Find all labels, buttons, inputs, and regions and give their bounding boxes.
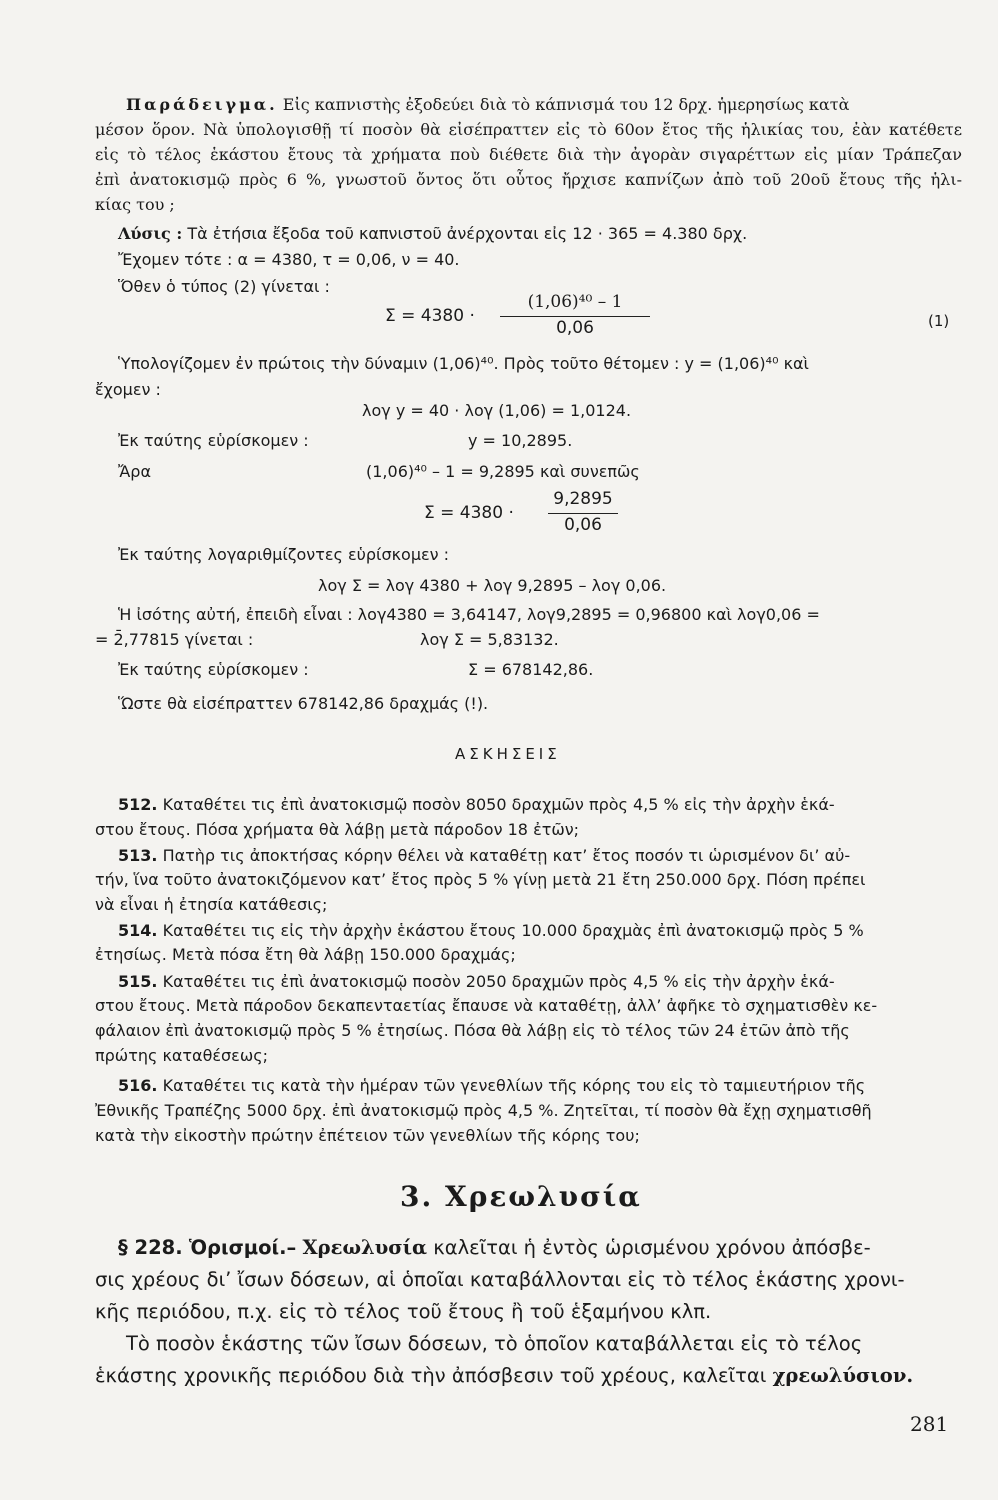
- term-chreolysion: χρεωλύσιον.: [772, 1364, 914, 1387]
- exercise-512-line-2: στου ἔτους. Πόσα χρήματα θὰ λάβῃ μετὰ πάροδον 18 ἐτῶν;: [95, 820, 580, 839]
- formula-1-numerator: (1,06)⁴⁰ – 1: [527, 292, 623, 312]
- definition-line-3: κῆς περιόδου, π.χ. εἰς τὸ τέλος τοῦ ἔτους ἢ τοῦ ἑξαμήνου κλπ.: [95, 1300, 712, 1323]
- formula-2-denominator: 0,06: [564, 515, 602, 535]
- formula-1-denominator: 0,06: [556, 318, 594, 338]
- equation-6: Σ = 678142,86.: [468, 660, 594, 679]
- exercise-515-line-4: πρώτης καταθέσεως;: [95, 1046, 268, 1065]
- example-line-4: ἐπὶ ἀνατοκισμῷ πρὸς 6 %, γνωστοῦ ὄντος ὅτι οὗτος ἤρχισε καπνίζων ἀπὸ τοῦ 20οῦ ἔτους τῆς ἡλι-: [95, 170, 962, 189]
- exercise-515-line-3: φάλαιον ἐπὶ ἀνατοκισμῷ πρὸς 5 % ἐτησίως. Πόσα θὰ λάβῃ εἰς τὸ τέλος τῶν 24 ἐτῶν ἀπὸ τῆς: [95, 1021, 850, 1040]
- solution-line-10: = 2̄,77815 γίνεται :: [95, 630, 254, 649]
- exercises-heading: ΑΣΚΗΣΕΙΣ: [455, 745, 561, 763]
- equation-4: λογ Σ = λογ 4380 + λογ 9,2895 – λογ 0,06.: [318, 576, 667, 595]
- solution-label: Λύσις :: [118, 224, 183, 243]
- formula-1-bar: [500, 316, 650, 317]
- example-label: Παράδειγμα.: [126, 95, 278, 114]
- exercise-number: 513.: [118, 846, 158, 865]
- exercise-513-line-3: νὰ εἶναι ἡ ἐτησία κατάθεσις;: [95, 895, 328, 914]
- paragraph-number: § 228.: [118, 1236, 183, 1259]
- solution-line-3: Ὅθεν ὁ τύπος (2) γίνεται :: [118, 277, 330, 296]
- exercise-515-line-1: 515. Καταθέτει τις ἐπὶ ἀνατοκισμῷ ποσὸν 2050 δραχμῶν πρὸς 4,5 % εἰς τὴν ἀρχὴν ἑκά-: [118, 972, 835, 991]
- paragraph-heading: Ὁρισμοί.–: [188, 1236, 297, 1259]
- solution-line-8: Ἐκ ταύτης λογαριθμίζοντες εὑρίσκομεν :: [118, 545, 450, 564]
- exercise-512-line-1: 512. Καταθέτει τις ἐπὶ ἀνατοκισμῷ ποσὸν 8050 δραχμῶν πρὸς 4,5 % εἰς τὴν ἀρχὴν ἑκά-: [118, 795, 835, 814]
- example-line-5: κίας του ;: [95, 195, 175, 214]
- formula-1-lhs: Σ = 4380 ·: [385, 306, 475, 326]
- formula-1-tag: (1): [928, 312, 950, 330]
- solution-line-7: Ἄρα: [118, 462, 152, 481]
- definition-line-1: § 228. Ὁρισμοί.– Χρεωλυσία καλεῖται ἡ ἐντὸς ὡρισμένου χρόνου ἀπόσβε-: [118, 1236, 871, 1259]
- equation-1: λογ y = 40 · λογ (1,06) = 1,0124.: [362, 401, 632, 420]
- formula-2-lhs: Σ = 4380 ·: [424, 503, 514, 523]
- exercise-516-line-1: 516. Καταθέτει τις κατὰ τὴν ἡμέραν τῶν γενεθλίων τῆς κόρης του εἰς τὸ ταμιευτήριον τῆς: [118, 1076, 866, 1095]
- formula-2-bar: [548, 513, 618, 514]
- section-title: 3. Χρεωλυσία: [400, 1180, 642, 1213]
- exercise-515-line-2: στου ἔτους. Μετὰ πάροδον δεκαπενταετίας ἔπαυσε νὰ καταθέτῃ, ἀλλ’ ἀφῆκε τὸ σχηματισθὲν κε-: [95, 996, 878, 1015]
- definition-line-5: ἑκάστης χρονικῆς περιόδου διὰ τὴν ἀπόσβεσιν τοῦ χρέους, καλεῖται χρεωλύσιον.: [95, 1364, 914, 1387]
- equation-5: λογ Σ = 5,83132.: [420, 630, 559, 649]
- page-number: 281: [910, 1412, 949, 1436]
- exercise-number: 516.: [118, 1076, 158, 1095]
- exercise-516-line-2: Ἐθνικῆς Τραπέζης 5000 δρχ. ἐπὶ ἀνατοκισμῷ πρὸς 4,5 %. Ζητεῖται, τί ποσὸν θὰ ἔχῃ σχηματισθῆ: [95, 1101, 872, 1120]
- solution-line-4: Ὑπολογίζομεν ἐν πρώτοις τὴν δύναμιν (1,06)⁴⁰. Πρὸς τοῦτο θέτομεν : y = (1,06)⁴⁰ καὶ: [118, 354, 809, 373]
- definition-line-2: σις χρέους δι’ ἴσων δόσεων, αἱ ὁποῖαι καταβάλλονται εἰς τὸ τέλος ἑκάστης χρονι-: [95, 1268, 905, 1291]
- example-line-2: μέσον ὅρον. Νὰ ὑπολογισθῇ τί ποσὸν θὰ εἰσέπραττεν εἰς τὸ 60ον ἔτος τῆς ἡλικίας του, ἐὰν κατέθετε: [95, 120, 962, 139]
- definition-line-4: Τὸ ποσὸν ἑκάστης τῶν ἴσων δόσεων, τὸ ὁποῖον καταβάλλεται εἰς τὸ τέλος: [126, 1332, 863, 1355]
- formula-2-numerator: 9,2895: [553, 489, 613, 509]
- solution-line-1: Λύσις : Τὰ ἐτήσια ἔξοδα τοῦ καπνιστοῦ ἀνέρχονται εἰς 12 · 365 = 4.380 δρχ.: [118, 224, 748, 243]
- solution-line-5: ἔχομεν :: [95, 380, 161, 399]
- exercise-516-line-3: κατὰ τὴν εἰκοστὴν πρώτην ἐπέτειον τῶν γενεθλίων τῆς κόρης του;: [95, 1126, 640, 1145]
- exercise-514-line-1: 514. Καταθέτει τις εἰς τὴν ἀρχὴν ἑκάστου ἔτους 10.000 δραχμὰς ἐπὶ ἀνατοκισμῷ πρὸς 5 %: [118, 921, 864, 940]
- equation-3: (1,06)⁴⁰ – 1 = 9,2895 καὶ συνεπῶς: [366, 462, 640, 481]
- exercise-514-line-2: ἐτησίως. Μετὰ πόσα ἔτη θὰ λάβῃ 150.000 δραχμάς;: [95, 945, 516, 964]
- exercise-513-line-1: 513. Πατὴρ τις ἀποκτήσας κόρην θέλει νὰ καταθέτῃ κατ’ ἔτος ποσόν τι ὡρισμένον δι’ αὐ-: [118, 846, 851, 865]
- example-line-1: Παράδειγμα. Εἰς καπνιστὴς ἐξοδεύει διὰ τὸ κάπνισμά του 12 δρχ. ἡμερησίως κατὰ: [126, 95, 850, 114]
- exercise-513-line-2: τήν, ἵνα τοῦτο ἀνατοκιζόμενον κατ’ ἔτος πρὸς 5 % γίνῃ μετὰ 21 ἔτη 250.000 δρχ. Πόση πρέπει: [95, 870, 866, 889]
- solution-line-9: Ἡ ἰσότης αὐτή, ἐπειδὴ εἶναι : λογ4380 = 3,64147, λογ9,2895 = 0,96800 καὶ λογ0,06 =: [118, 605, 820, 624]
- exercise-number: 515.: [118, 972, 158, 991]
- solution-line-11: Ἐκ ταύτης εὑρίσκομεν :: [118, 660, 309, 679]
- solution-line-12: Ὥστε θὰ εἰσέπραττεν 678142,86 δραχμάς (!).: [118, 694, 489, 713]
- equation-2: y = 10,2895.: [468, 431, 573, 450]
- example-line-3: εἰς τὸ τέλος ἑκάστου ἔτους τὰ χρήματα ποὺ διέθετε διὰ τὴν ἀγορὰν σιγαρέττων εἰς μίαν Τράπεζαν: [95, 145, 962, 164]
- solution-line-2: Ἔχομεν τότε : α = 4380, τ = 0,06, ν = 40.: [118, 250, 460, 269]
- defined-term: Χρεωλυσία: [302, 1236, 428, 1259]
- exercise-number: 512.: [118, 795, 158, 814]
- exercise-number: 514.: [118, 921, 158, 940]
- solution-line-6: Ἐκ ταύτης εὑρίσκομεν :: [118, 431, 309, 450]
